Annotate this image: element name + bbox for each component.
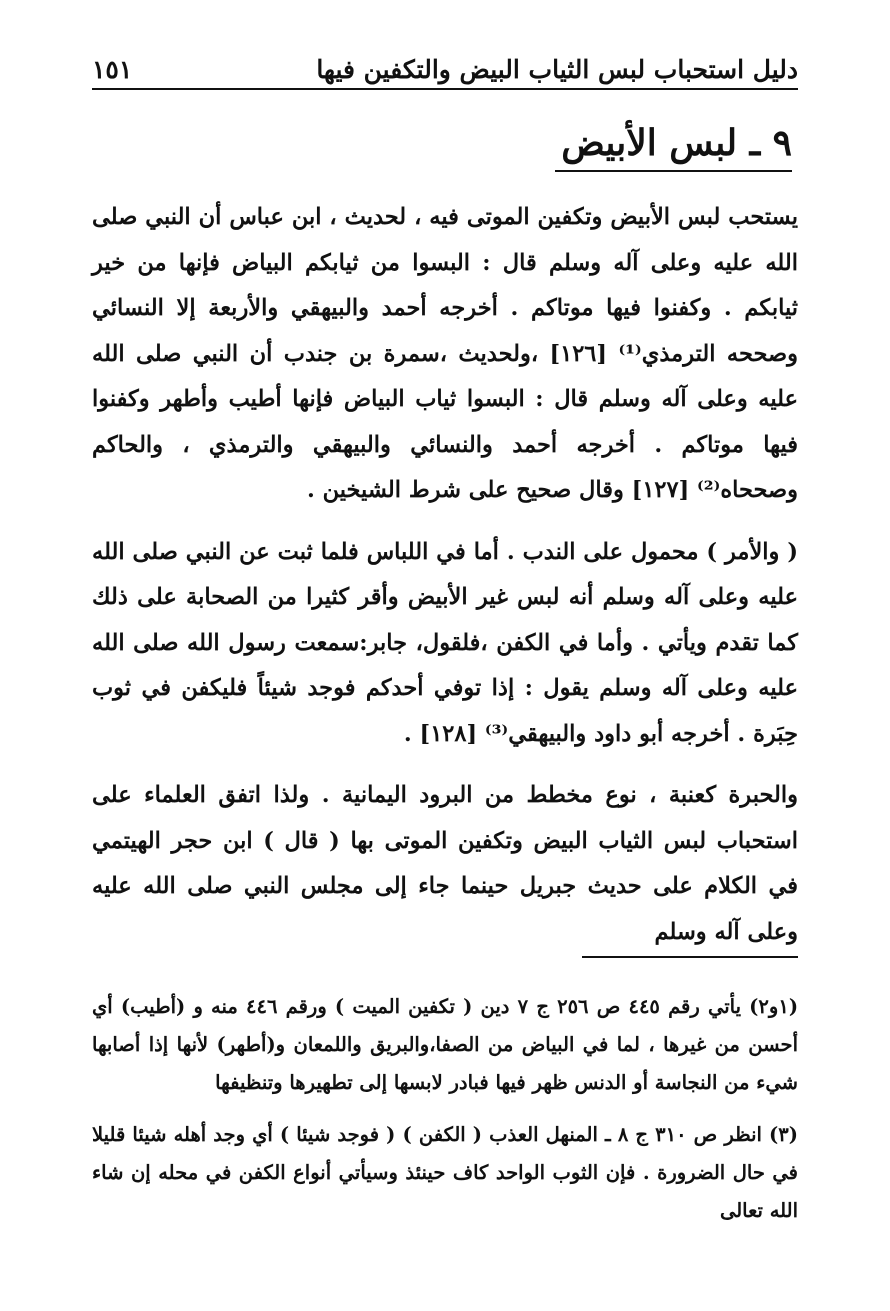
paragraph: يستحب لبس الأبيض وتكفين الموتى فيه ، لحديث ، ابن عباس أن النبي صلى الله عليه وعلى آله وسلم قال : البسوا من ثيابكم البياض فإنها من خير ثيابكم . وكفنوا فيها موتاكم . أخرجه أحمد والبيهقي والأربعة إلا النسائي وصححه الترمذي⁽¹⁾ [١٢٦] ،ولحديث ،سمرة بن جندب أن النبي صلى الله عليه وعلى آله وسلم قال : البسوا ثياب البياض فإنها أطيب وأطهر وكفنوا فيها موتاكم . أخرجه أحمد والنسائي والبيهقي والترمذي ، والحاكم وصححاه⁽²⁾ [١٢٧] وقال صحيح على شرط الشيخين . bbox=[92, 204, 799, 503]
footnote: (٣) انظر ص ٣١٠ ج ٨ ـ المنهل العذب ( الكفن ) ( فوجد شيئا ) أي وجد أهله شيئا قليلا في حال الضرورة . فإن الثوب الواحد كاف حينئذ وسيأتي أنواع الكفن في محله إن شاء الله تعالى bbox=[92, 1123, 798, 1222]
section-heading: ٩ ـ لبس الأبيض bbox=[555, 118, 792, 172]
paragraph: ( والأمر ) محمول على الندب . أما في اللباس فلما ثبت عن النبي صلى الله عليه وعلى آله وسلم أنه لبس غير الأبيض وأقر كثيرا من الصحابة على ذلك كما تقدم ويأتي . وأما في الكفن ،فلقول، جابر:سمعت رسول الله صلى الله عليه وعلى آله وسلم يقول : إذا توفي أحدكم فوجد شيئاً فليكفن في ثوب حِبَرة . أخرجه أبو داود والبيهقي⁽³⁾ [١٢٨] . bbox=[92, 538, 798, 747]
main-text bbox=[92, 195, 798, 955]
footnotes bbox=[92, 988, 798, 1230]
footnote-divider bbox=[582, 956, 798, 958]
running-header bbox=[92, 30, 798, 90]
paragraph: والحبرة كعنبة ، نوع مخطط من البرود اليمانية . ولذا اتفق العلماء على استحباب لبس الثياب البيض وتكفين الموتى بها ( قال ) ابن حجر الهيتمي في الكلام على حديث جبريل حينما جاء إلى مجلس النبي صلى الله عليه وعلى آله وسلم bbox=[92, 782, 798, 945]
running-title: دليل استحباب لبس الثياب البيض والتكفين فيها bbox=[316, 55, 798, 84]
footnote: (١و٢) يأتي رقم ٤٤٥ ص ٢٥٦ ج ٧ دين ( تكفين الميت ) ورقم ٤٤٦ منه و (أطيب) أي أحسن من غيرها ، لما في البياض من الصفا،والبريق واللمعان و(أطهر) لأنها إذا أصابها شيء من النجاسة أو الدنس ظهر فيها فبادر لابسها إلى تطهيرها وتنظيفها bbox=[92, 995, 799, 1094]
page-number: ١٥١ bbox=[92, 55, 133, 84]
